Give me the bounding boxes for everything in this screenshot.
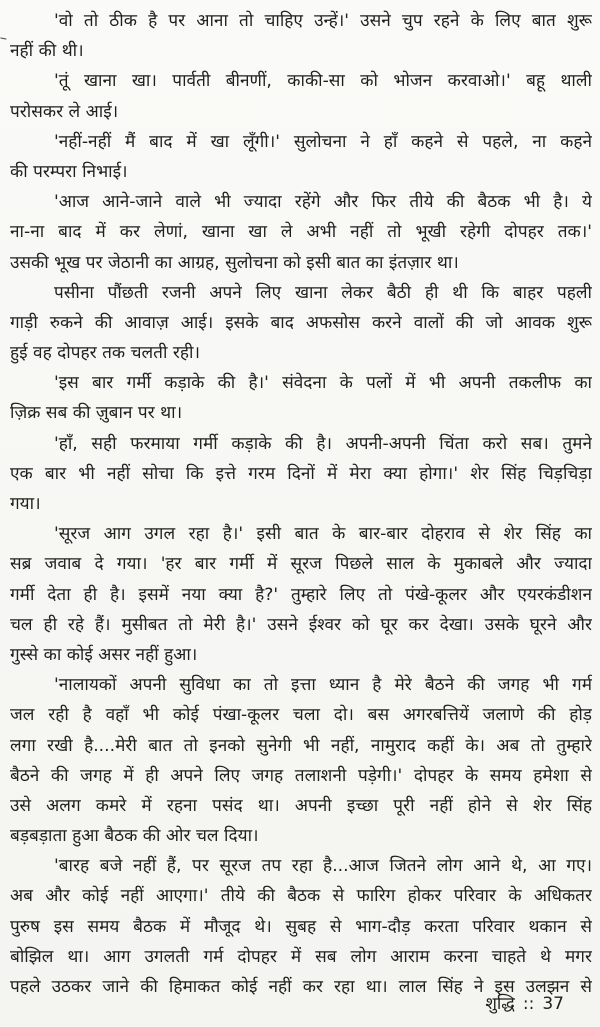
text-line: पुरुष इस समय बैठक में मौजूद थे। सुबह से भाग-दौड़ करता परिवार थकान से — [10, 916, 592, 937]
text-line: बोझिल था। आग उगलती गर्म दोपहर में सब लोग आराम करना चाहते थे मगर — [10, 946, 592, 967]
text-line: 'हाँ, सही फरमाया गर्मी कड़ाके की है। अपनी-अपनी चिंता करो सब। तुमने — [54, 433, 592, 454]
text-line: पहले उठकर जाने की हिमाकत कोई नहीं कर रहा था। लाल सिंह ने इस उलझन से — [10, 977, 592, 997]
footer-separator: :: — [522, 994, 535, 1014]
text-line: परोसकर ले आई। — [10, 101, 119, 122]
text-line: जल रही है वहाँ भी कोई पंखा-कूलर चला दो। बस अगरबत्तियें जलाणे की होड़ — [10, 705, 592, 726]
text-line: गाड़ी रुकने की आवाज़ आई। इसके बाद अफसोस करने वालों की जो आवक शुरू — [10, 312, 592, 333]
text-line: 'तूं खाना खा। पार्वती बीनणीं, काकी-सा को भोजन करवाओ।' बहू थाली — [54, 71, 592, 92]
text-line: 'आज आने-जाने वाले भी ज्यादा रहेंगे और फिर तीये की बैठक भी है। ये — [54, 192, 592, 213]
text-line: उसे अलग कमरे में रहना पसंद था। अपनी इच्छा पूरी नहीं होने से शेर सिंह — [10, 795, 592, 816]
text-line: 'वो तो ठीक है पर आना तो चाहिए उन्हें।' उसने चुप रहने के लिए बात शुरू — [54, 11, 592, 31]
text-line: 'नालायकों अपनी सुविधा का तो इत्ता ध्यान है मेरे बैठने की जगह भी गर्म — [54, 675, 592, 696]
text-line: नहीं की थी। — [10, 41, 84, 62]
text-line: अब और कोई नहीं आएगा।' तीये की बैठक से फारिग होकर परिवार के अधिकतर — [10, 886, 592, 907]
text-line: हुई वह दोपहर तक चलती रही। — [10, 343, 200, 364]
margin-mark — [0, 37, 6, 43]
text-line: पसीना पौंछती रजनी अपने लिए खाना लेकर बैठी ही थी कि बाहर पहली — [54, 282, 592, 303]
text-line: 'सूरज आग उगल रहा है।' इसी बात के बार-बार दोहराव से शेर सिंह का — [54, 524, 592, 545]
text-line: उसकी भूख पर जेठानी का आग्रह, सुलोचना को इसी बात का इंतज़ार था। — [10, 252, 459, 273]
text-line: चल ही रहे हैं। मुसीबत तो मेरी है।' उसने ईश्वर को घूर कर देखा। उसके घूरने और — [10, 614, 592, 635]
text-line: गर्मी देता ही है। इसमें नया क्या है?' तुम्हारे लिए तो पंखे-कूलर और एयरकंडीशन — [10, 584, 592, 605]
text-line: सब्र जवाब दे गया। 'हर बार गर्मी में सूरज पिछले साल के मुकाबले और ज्यादा — [10, 554, 592, 575]
page-number: 37 — [542, 994, 564, 1014]
text-line: 'बारह बजे नहीं हैं, पर सूरज तप रहा है...आज जितने लोग आने थे, आ गए। — [54, 856, 592, 877]
running-title: शुद्धि — [485, 994, 515, 1014]
text-line: ज़िक्र सब की ज़ुबान पर था। — [10, 403, 183, 424]
text-line: गया। — [10, 494, 41, 514]
text-line: 'इस बार गर्मी कड़ाके की है।' संवेदना के पलों में भी अपनी तकलीफ का — [54, 373, 592, 394]
text-line: 'नहीं-नहीं मैं बाद में खा लूँगी।' सुलोचना ने हाँ कहने से पहले, ना कहने — [54, 131, 592, 152]
body-text — [10, 6, 592, 1002]
text-line: गुस्से का कोई असर नहीं हुआ। — [10, 644, 198, 665]
text-line: की परम्परा निभाई। — [10, 161, 128, 182]
text-line: लगा रखी है....मेरी बात तो इनको सुनेगी भी नहीं, नामुराद कहीं के। अब तो तुम्हारे — [10, 735, 592, 756]
text-line: बड़बड़ाता हुआ बैठक की ओर चल दिया। — [10, 826, 259, 847]
text-line: बैठने की जगह में ही अपने लिए जगह तलाशनी पड़ेगी।' दोपहर के समय हमेशा से — [10, 765, 592, 786]
page-footer — [485, 993, 564, 1015]
text-line: ना-ना बाद में कर लेणां, खाना खा ले अभी नहीं तो भूखी रहेगी दोपहर तक।' — [10, 222, 592, 243]
text-line: एक बार भी नहीं सोचा कि इत्ते गरम दिनों में मेरा क्या होगा।' शेर सिंह चिड़चिड़ा — [10, 463, 592, 484]
